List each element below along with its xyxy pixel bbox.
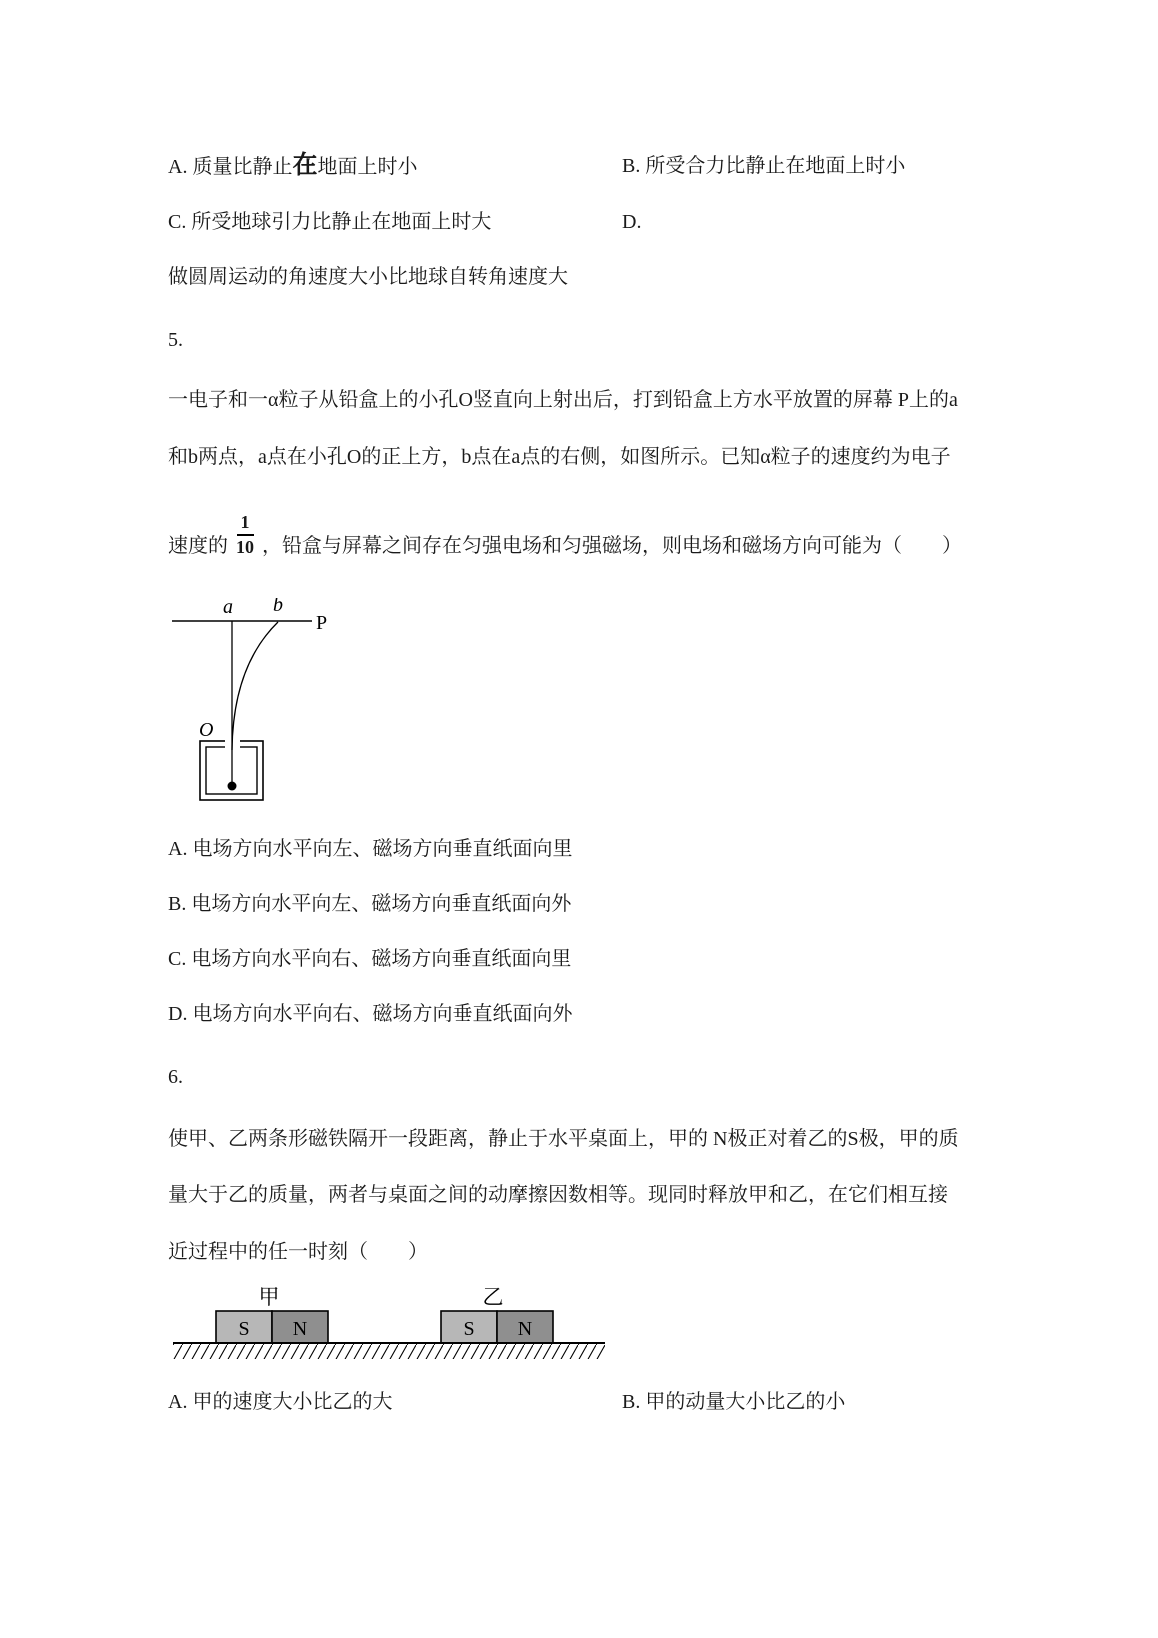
q6-stem-line-2: 量大于乙的质量，两者与桌面之间的动摩擦因数相等。现同时释放甲和乙，在它们相互接 [168, 1184, 948, 1206]
q5-stem-line-3 [168, 498, 1028, 560]
fraction-denominator: 10 [236, 537, 254, 557]
q4-options-row-1 [168, 152, 1028, 181]
q5-stem-line-3-suffix: ，铅盒与屏幕之间存在匀强电场和匀强磁场，则电场和磁场方向可能为（ ） [262, 535, 962, 557]
q6-option-a: A. 甲的速度大小比乙的大 [168, 1391, 393, 1413]
q5-stem-line-2: 和b两点，a点在小孔O的正上方，b点在a点的右侧，如图所示。已知α粒子的速度约为电子 [168, 446, 951, 468]
q4-option-a-prefix: A. 质量比静止 [168, 156, 293, 178]
q6-stem-line-3: 近过程中的任一时刻（ ） [168, 1241, 428, 1263]
q5-figure [172, 598, 362, 813]
q4-option-c: C. 所受地球引力比静止在地面上时大 [168, 211, 492, 233]
q4-option-d: D. [622, 211, 642, 233]
q5-option-d: D. 电场方向水平向右、磁场方向垂直纸面向外 [168, 1003, 573, 1025]
q5-stem-line-1: 一电子和一α粒子从铅盒上的小孔O竖直向上射出后，打到铅盒上方水平放置的屏幕 P上的a [168, 389, 958, 411]
alpha-trajectory-curve [232, 622, 278, 750]
label-magnet-jia: 甲 [258, 1285, 280, 1309]
q4-options-row-2 [168, 208, 1028, 236]
q6-options-row [168, 1388, 1028, 1416]
fraction-one-tenth [234, 511, 256, 559]
q5-stem-line-3-prefix: 速度的 [168, 535, 228, 557]
label-a: a [223, 598, 233, 618]
q6-number: 6. [168, 1066, 183, 1088]
q6-option-b: B. 甲的动量大小比乙的小 [622, 1391, 846, 1413]
label-magnet-yi: 乙 [482, 1285, 504, 1309]
magnet1-n-label: N [292, 1318, 308, 1340]
magnet1-s-label: S [238, 1318, 250, 1340]
magnet2-n-label: N [517, 1318, 533, 1340]
table-hatching [173, 1344, 605, 1359]
q4-option-d-continuation: 做圆周运动的角速度大小比地球自转角速度大 [168, 266, 568, 288]
q4-option-a [168, 152, 622, 181]
fraction-numerator: 1 [237, 511, 254, 536]
particle-source-dot [228, 782, 237, 791]
q4-option-a-suffix: 地面上时小 [317, 156, 418, 178]
label-p: P [316, 612, 328, 634]
q5-option-a: A. 电场方向水平向左、磁场方向垂直纸面向里 [168, 838, 573, 860]
q5-option-b: B. 电场方向水平向左、磁场方向垂直纸面向外 [168, 893, 572, 915]
q6-stem-line-1: 使甲、乙两条形磁铁隔开一段距离，静止于水平桌面上，甲的 N极正对着乙的S极，甲的质 [168, 1128, 959, 1150]
q6-figure [173, 1281, 608, 1369]
q4-option-b: B. 所受合力比静止在地面上时小 [622, 155, 906, 177]
q5-option-c: C. 电场方向水平向右、磁场方向垂直纸面向里 [168, 948, 572, 970]
magnet2-s-label: S [463, 1318, 475, 1340]
q5-number: 5. [168, 329, 183, 351]
label-o: O [199, 719, 214, 741]
label-b: b [273, 598, 283, 616]
q4-option-a-emphasis: 在 [292, 152, 318, 179]
